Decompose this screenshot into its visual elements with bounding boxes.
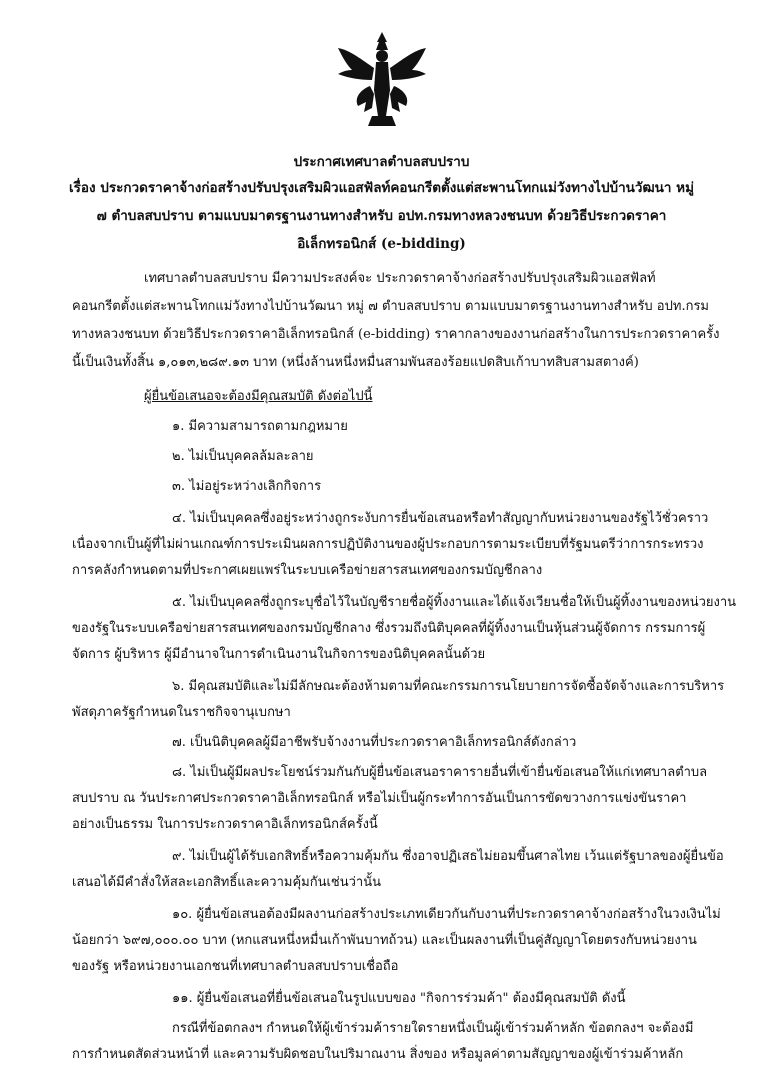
qualification-item-2: ๒. ไม่เป็นบุคคลล้มละลาย	[172, 449, 314, 464]
qualification-item-8: ๘. ไม่เป็นผู้มีผลประโยชน์ร่วมกันกับผู้ยื่นข้อเสนอราคารายอื่นที่เข้ายื่นข้อเสนอให้แก่เทศบาลตำบล	[172, 765, 708, 780]
joint-venture-line: กรณีที่ข้อตกลงฯ กำหนดให้ผู้เข้าร่วมค้ารายใดรายหนึ่งเป็นผู้เข้าร่วมค้าหลัก ข้อตกลงฯ จะต้องมี	[172, 1021, 694, 1036]
qualification-item-3: ๓. ไม่อยู่ระหว่างเลิกกิจการ	[172, 479, 322, 494]
qualification-item-6: ๖. มีคุณสมบัติและไม่มีลักษณะต้องห้ามตามที่คณะกรรมการนโยบายการจัดซื้อจัดจ้างและการบริหาร	[172, 679, 725, 694]
qualification-item-8-cont: สบปราบ ณ วันประกาศประกวดราคาอิเล็กทรอนิกส์ หรือไม่เป็นผู้กระทำการอันเป็นการขัดขวางการแข่งขันราคา	[72, 791, 687, 806]
qualification-item-8-cont: อย่างเป็นธรรม ในการประกวดราคาอิเล็กทรอนิกส์ครั้งนี้	[72, 817, 378, 832]
qualification-item-4-cont: เนื่องจากเป็นผู้ที่ไม่ผ่านเกณฑ์การประเมินผลการปฏิบัติงานของผู้ประกอบการตามระเบียบที่รัฐมนตรีว่าการกระทรวง	[72, 537, 704, 552]
qualification-item-7: ๗. เป็นนิติบุคคลผู้มีอาชีพรับจ้างงานที่ประกวดราคาอิเล็กทรอนิกส์ดังกล่าว	[172, 735, 577, 750]
intro-line: เทศบาลตำบลสบปราบ มีความประสงค์จะ ประกวดราคาจ้างก่อสร้างปรับปรุงเสริมผิวแอสฟัลท์	[144, 271, 656, 286]
qualification-item-4-cont: การคลังกำหนดตามที่ประกาศเผยแพร่ในระบบเครือข่ายสารสนเทศของกรมบัญชีกลาง	[72, 563, 543, 578]
qualification-item-5-cont: จัดการ ผู้บริหาร ผู้มีอำนาจในการดำเนินงานในกิจการของนิติบุคคลนั้นด้วย	[72, 647, 486, 662]
qualification-item-10-cont: น้อยกว่า ๖๙๗,๐๐๐.๐๐ บาท (หกแสนหนึ่งหมื่นเก้าพันบาทถ้วน) และเป็นผลงานที่เป็นคู่สัญญาโดยตรงกับหน่วยงาน	[72, 933, 697, 948]
qualification-item-1: ๑. มีความสามารถตามกฎหมาย	[172, 419, 348, 434]
qualification-item-6-cont: พัสดุภาครัฐกำหนดในราชกิจจานุเบกษา	[72, 705, 291, 720]
subject-line-2: ๗ ตำบลสบปราบ ตามแบบมาตรฐานงานทางสำหรับ อปท.กรมทางหลวงชนบท ด้วยวิธีประกวดราคา	[96, 208, 667, 224]
qualification-item-5-cont: ของรัฐในระบบเครือข่ายสารสนเทศของกรมบัญชีกลาง ซึ่งรวมถึงนิติบุคคลที่ผู้ทิ้งงานเป็นหุ้นส่วนผู้จัดการ กรรมการผู้	[72, 621, 706, 636]
intro-line: ทางหลวงชนบท ด้วยวิธีประกวดราคาอิเล็กทรอนิกส์ (e-bidding) ราคากลางของงานก่อสร้างในการประกวดราคาครั้ง	[72, 327, 720, 342]
qualification-item-10-cont: ของรัฐ หรือหน่วยงานเอกชนที่เทศบาลตำบลสบปราบเชื่อถือ	[72, 959, 399, 974]
qualification-item-10: ๑๐. ผู้ยื่นข้อเสนอต้องมีผลงานก่อสร้างประเภทเดียวกันกับงานที่ประกวดราคาจ้างก่อสร้างในวงเงินไม่	[172, 907, 721, 922]
garuda-emblem-icon	[332, 30, 432, 130]
qualification-item-4: ๔. ไม่เป็นบุคคลซึ่งอยู่ระหว่างถูกระงับการยื่นข้อเสนอหรือทำสัญญากับหน่วยงานของรัฐไว้ชั่วคราว	[172, 511, 709, 526]
subject-line-3: อิเล็กทรอนิกส์ (e-bidding)	[297, 236, 466, 252]
joint-venture-line: การกำหนดสัดส่วนหน้าที่ และความรับผิดชอบในปริมาณงาน สิ่งของ หรือมูลค่าตามสัญญาของผู้เข้าร่วมค้าหลัก	[72, 1047, 684, 1062]
qualification-heading: ผู้ยื่นข้อเสนอจะต้องมีคุณสมบัติ ดังต่อไปนี้	[144, 389, 373, 404]
qualification-item-11: ๑๑. ผู้ยื่นข้อเสนอที่ยื่นข้อเสนอในรูปแบบของ "กิจการร่วมค้า" ต้องมีคุณสมบัติ ดังนี้	[172, 991, 626, 1006]
announcement-title: ประกาศเทศบาลตำบลสบปราบ	[293, 154, 470, 170]
qualification-item-9: ๙. ไม่เป็นผู้ได้รับเอกสิทธิ์หรือความคุ้มกัน ซึ่งอาจปฏิเสธไม่ยอมขึ้นศาลไทย เว้นแต่รัฐบาลของผู้ยื่นข้อ	[172, 849, 724, 864]
intro-line: นี้เป็นเงินทั้งสิ้น ๑,๐๑๓,๒๘๙.๑๓ บาท (หนึ่งล้านหนึ่งหมื่นสามพันสองร้อยแปดสิบเก้าบาทสิบสามสตางค์)	[72, 355, 639, 370]
subject-line-1: เรื่อง ประกวดราคาจ้างก่อสร้างปรับปรุงเสริมผิวแอสฟัลท์คอนกรีตตั้งแต่สะพานโทกแม่วังทางไปบ้านวัฒนา หมู่	[69, 180, 694, 196]
qualification-item-5: ๕. ไม่เป็นบุคคลซึ่งถูกระบุชื่อไว้ในบัญชีรายชื่อผู้ทิ้งงานและได้แจ้งเวียนชื่อให้เป็นผู้ทิ้งงานของหน่วยงาน	[172, 595, 737, 610]
qualification-item-9-cont: เสนอได้มีคำสั่งให้สละเอกสิทธิ์และความคุ้มกันเช่นว่านั้น	[72, 875, 382, 890]
intro-line: คอนกรีตตั้งแต่สะพานโทกแม่วังทางไปบ้านวัฒนา หมู่ ๗ ตำบลสบปราบ ตามแบบมาตรฐานงานทางสำหรับ อปท.กรม	[72, 299, 709, 314]
